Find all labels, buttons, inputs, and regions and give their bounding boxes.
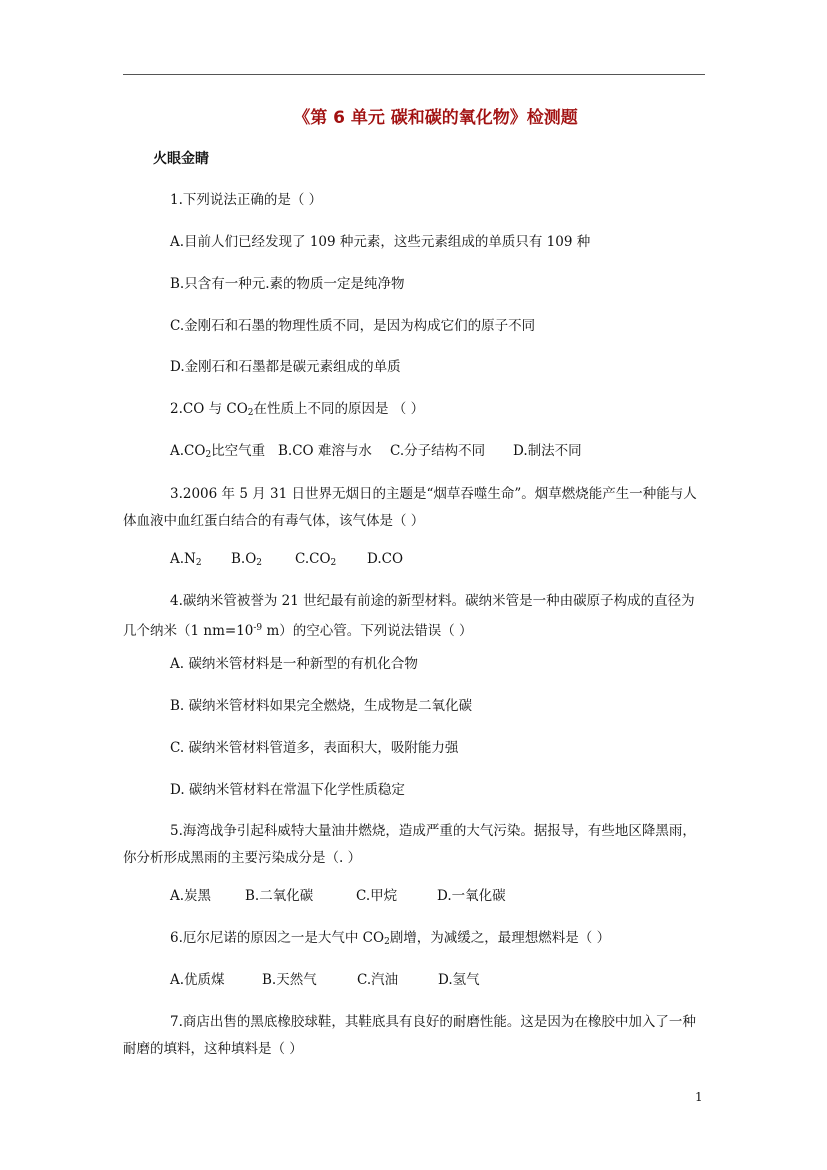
q5-option-b: B.二氧化碳 <box>245 888 314 904</box>
q7-stem: 7.商店出售的黑底橡胶球鞋，其鞋底具有良好的耐磨性能。这是因为在橡胶中加入了一种耐磨的填料，这种填料是（ ） <box>123 1014 696 1057</box>
q6-stem: 6.厄尔尼诺的原因之一是大气中 $CO_2$剧增，为减缓之，最理想燃料是（ ） <box>170 930 611 947</box>
q5-stem: 5.海湾战争引起科威特大量油井燃烧，造成严重的大气污染。据报导，有些地区降黑雨，你分析形成黑雨的主要污染成分是（. ） <box>123 823 696 866</box>
q2-option-a: $A.CO_2$比空气重 <box>170 443 266 460</box>
q5-option-d: D.一氧化碳 <box>437 888 506 904</box>
q4-option-d: D. 碳纳米管材料在常温下化学性质稳定 <box>170 782 405 798</box>
q3-option-b: $B.O_2$ <box>231 551 263 568</box>
q4-option-a: A. 碳纳米管材料是一种新型的有机化合物 <box>170 656 418 672</box>
q3-option-c: $C.CO_2$ <box>295 551 337 568</box>
q6-options <box>170 970 480 990</box>
q1-option-b: B.只含有一种元.素的物质一定是纯净物 <box>170 276 405 292</box>
q2-stem: 2.CO 与 $CO_2$在性质上不同的原因是 （ ） <box>170 401 425 418</box>
q6-option-a: A.优质煤 <box>170 972 225 988</box>
q3-option-a: $A.N_2$ <box>170 551 202 568</box>
q3-options <box>170 549 403 573</box>
q1-option-a: A.目前人们已经发现了 109 种元素，这些元素组成的单质只有 109 种 <box>170 234 591 250</box>
q4-option-c: C. 碳纳米管材料管道多，表面积大，吸附能力强 <box>170 740 459 756</box>
q4-stem: 4.碳纳米管被誉为 21 世纪最有前途的新型材料。碳纳米管是一种由碳原子构成的直径为几个纳米（1 $nm=10^{-9}$ m）的空心管。下列说法错误（ ） <box>123 593 695 639</box>
q4-option-b: B. 碳纳米管材料如果完全燃烧，生成物是二氧化碳 <box>170 698 473 714</box>
q3-stem: 3.2006 年 5 月 31 日世界无烟日的主题是“烟草吞噬生命”。烟草燃烧能产生一种能与人体血液中血红蛋白结合的有毒气体，该气体是（ ） <box>123 486 697 529</box>
q6-option-b: B.天然气 <box>262 972 317 988</box>
q5-option-a: A.炭黑 <box>170 888 212 904</box>
q2-options <box>170 441 582 465</box>
q6-option-c: C.汽油 <box>357 972 399 988</box>
q6-option-d: D.氢气 <box>438 972 480 988</box>
q1-option-c: C.金刚石和石墨的物理性质不同，是因为构成它们的原子不同 <box>170 318 536 334</box>
page-number: 1 <box>695 1090 703 1104</box>
header-rule <box>123 74 705 75</box>
q2-option-b: B.CO 难溶与水 <box>278 443 372 459</box>
section-heading: 火眼金睛 <box>153 151 209 167</box>
q1-option-d: D.金刚石和石墨都是碳元素组成的单质 <box>170 359 401 375</box>
q5-option-c: C.甲烷 <box>356 888 398 904</box>
q2-option-c: C.分子结构不同 <box>390 443 486 459</box>
q2-option-d: D.制法不同 <box>513 443 582 459</box>
q3-option-d: D.CO <box>367 551 404 567</box>
q1-stem: 1.下列说法正确的是（ ） <box>170 192 323 208</box>
page-title: 《第 6 单元 碳和碳的氧化物》检测题 <box>293 108 578 128</box>
q5-options <box>170 886 506 906</box>
